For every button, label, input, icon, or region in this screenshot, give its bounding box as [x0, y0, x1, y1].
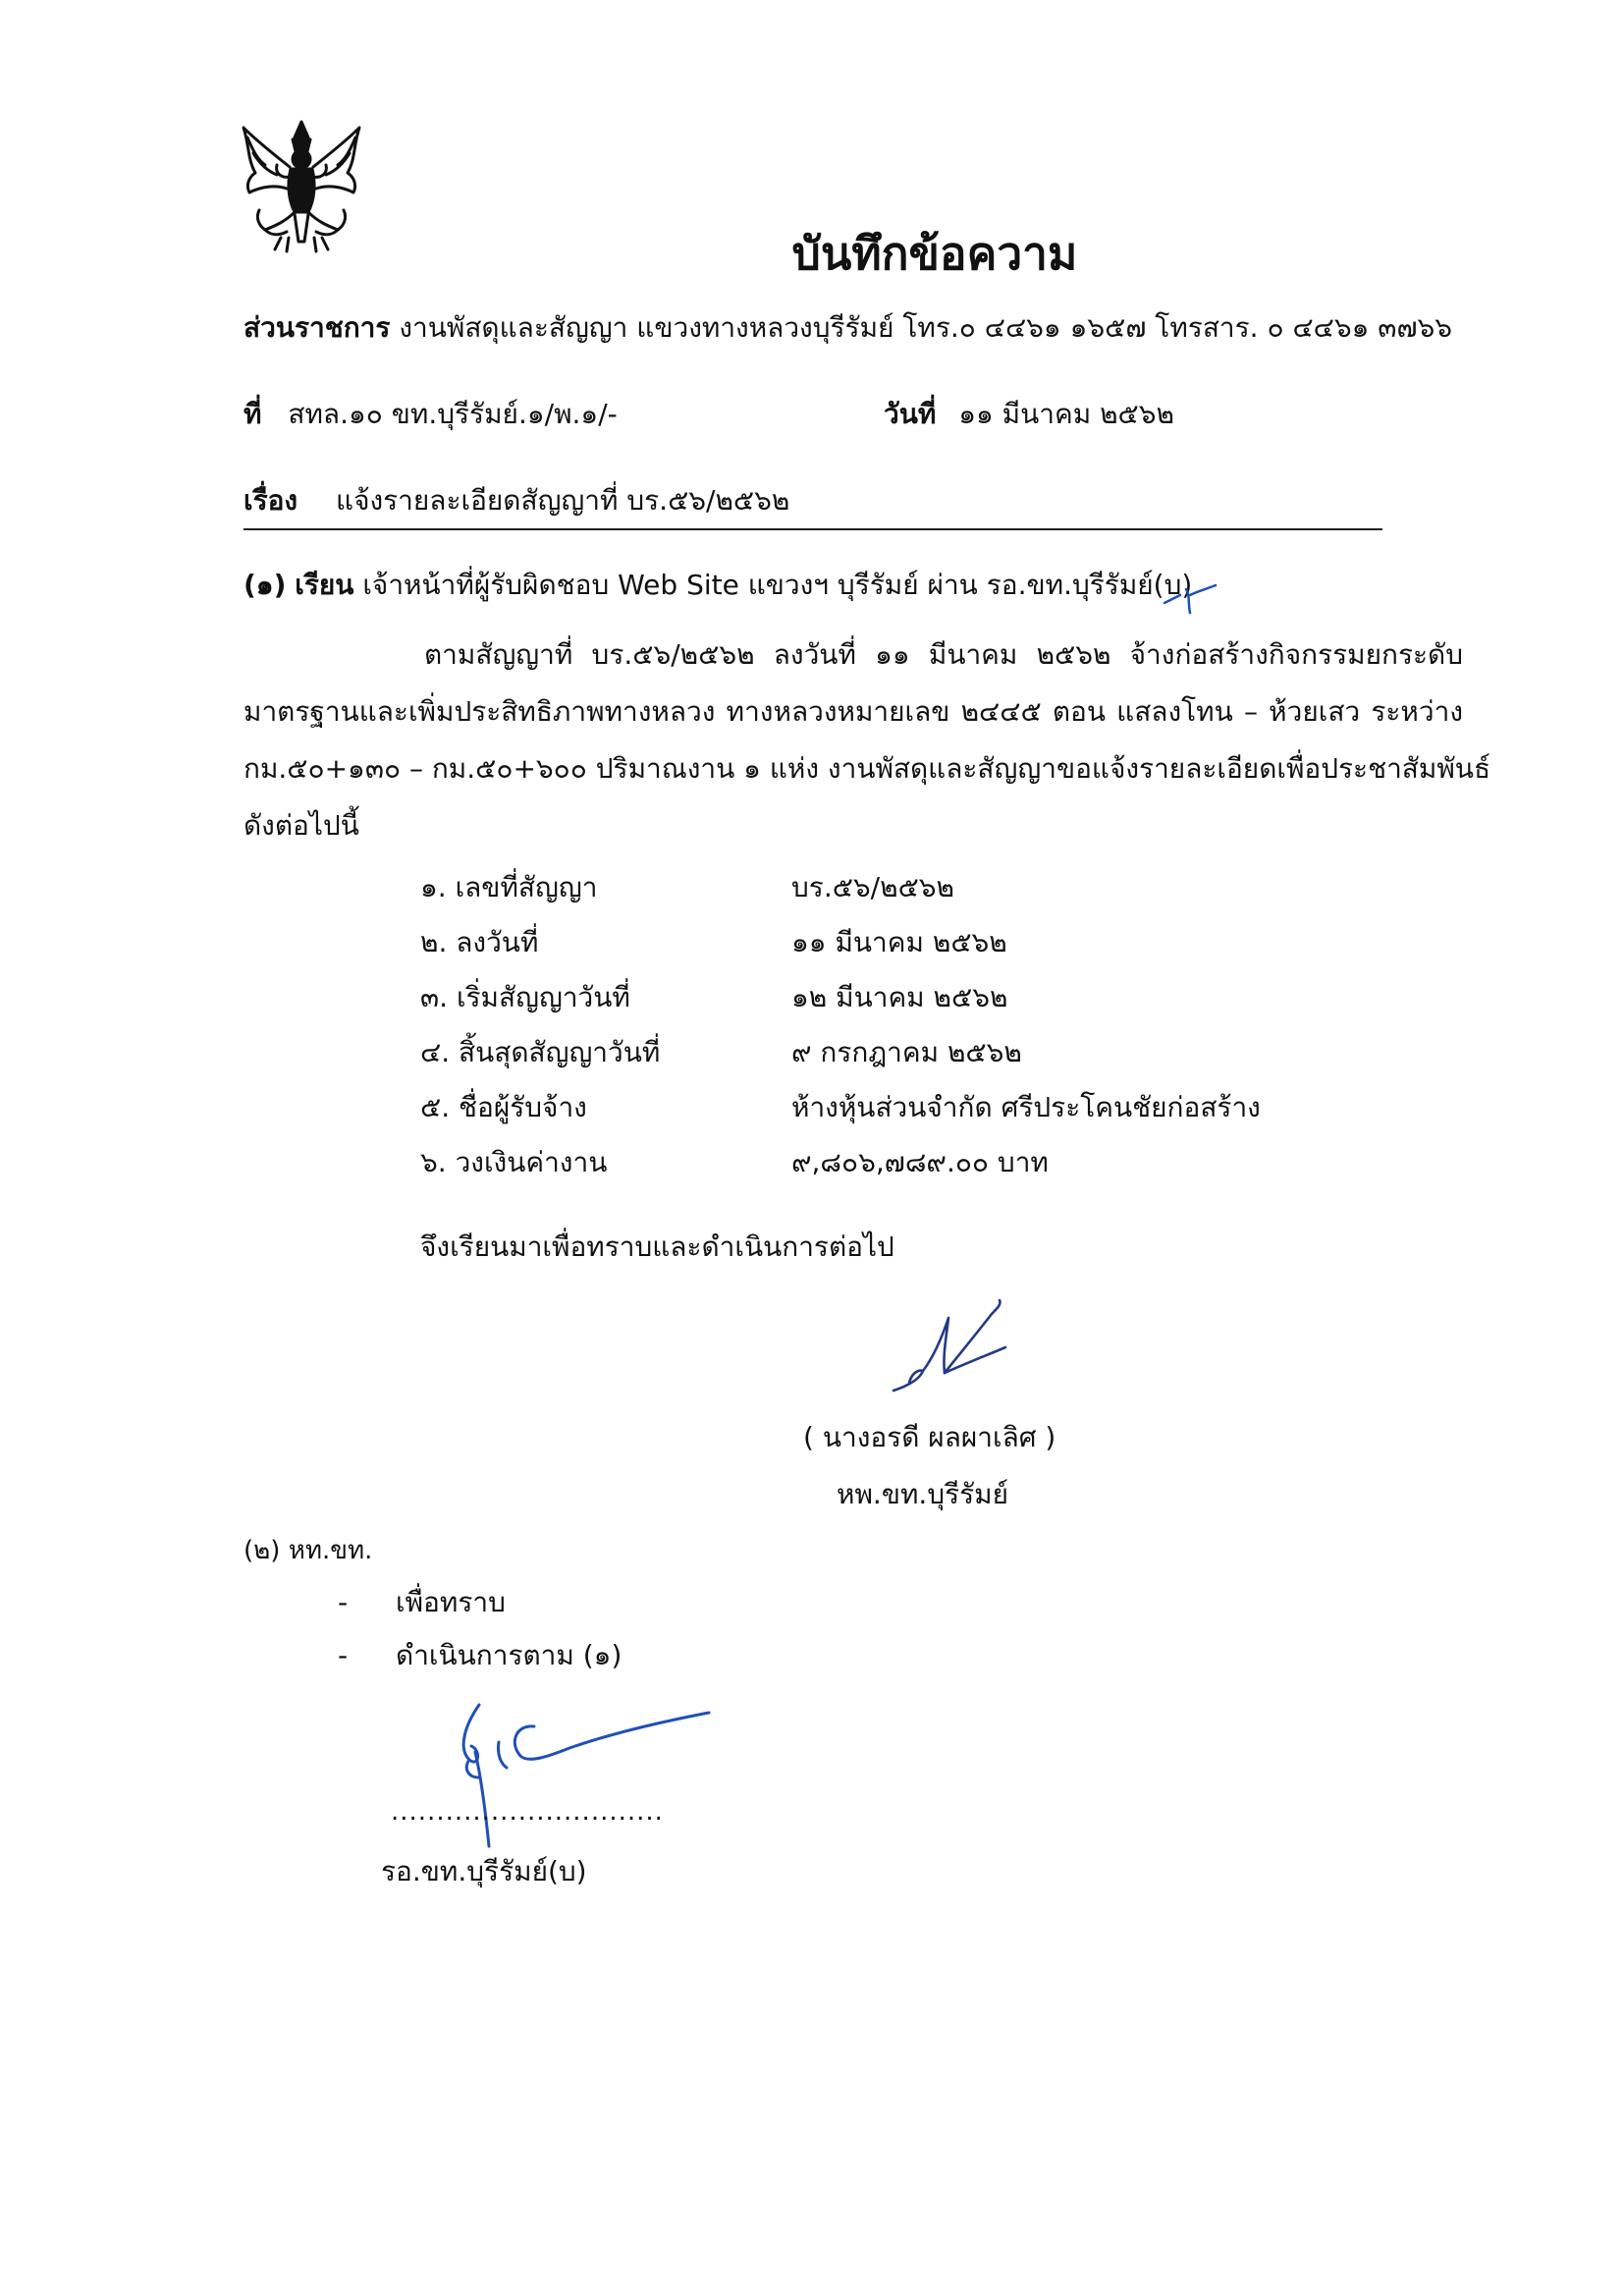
signature-dotted-line: ..............................	[391, 1797, 664, 1827]
forward-dash: -	[338, 1586, 349, 1618]
detail-label: ๓. เริ่มสัญญาวันที่	[420, 981, 630, 1013]
detail-row	[420, 1141, 1402, 1196]
detail-value: ๑๒ มีนาคม ๒๕๖๒	[791, 981, 1008, 1013]
ref-line	[244, 393, 618, 436]
memo-title: บันทึกข้อความ	[791, 227, 1078, 280]
detail-label: ๔. สิ้นสุดสัญญาวันที่	[420, 1036, 661, 1068]
detail-row	[420, 866, 1402, 921]
closing-sentence: จึงเรียนมาเพื่อทราบและดำเนินการต่อไป	[420, 1230, 894, 1263]
detail-label: ๖. วงเงินค่างาน	[420, 1146, 608, 1178]
agency-line	[244, 306, 1452, 350]
date-line	[884, 393, 1174, 436]
header-divider	[244, 528, 1382, 530]
addressee-value: เจ้าหน้าที่ผู้รับผิดชอบ Web Site แขวงฯ บุรีรัมย์ ผ่าน รอ.ขท.บุรีรัมย์(บ)	[362, 569, 1193, 601]
signer-position: หพ.ขท.บุรีรัมย์	[837, 1478, 1009, 1510]
detail-label: ๑. เลขที่สัญญา	[420, 871, 598, 903]
detail-row	[420, 976, 1402, 1031]
detail-value: ๙ กรกฎาคม ๒๕๖๒	[791, 1036, 1022, 1068]
date-label: วันที่	[884, 398, 937, 430]
detail-value: บร.๕๖/๒๕๖๒	[791, 871, 954, 903]
body-line: กม.๕๐+๑๓๐ – กม.๕๐+๖๐๐ ปริมาณงาน ๑ แห่ง งานพัสดุและสัญญาขอแจ้งรายละเอียดเพื่อประชาสัมพันธ์	[244, 752, 1491, 785]
forward-item	[338, 1634, 622, 1677]
forward-item	[338, 1581, 506, 1624]
detail-row	[420, 1031, 1402, 1086]
body-line: ตามสัญญาที่ บร.๕๖/๒๕๖๒ ลงวันที่ ๑๑ มีนาคม ๒๕๖๒ จ้างก่อสร้างกิจกรรมยกระดับ	[424, 638, 1463, 671]
forward-dash: -	[338, 1639, 349, 1671]
agency-value: งานพัสดุและสัญญา แขวงทางหลวงบุรีรัมย์ โทร.๐ ๔๔๖๑ ๑๖๕๗ โทรสาร. ๐ ๔๔๖๑ ๓๗๖๖	[399, 311, 1453, 344]
forward-text: เพื่อทราบ	[396, 1586, 506, 1618]
addressee-line	[244, 564, 1192, 607]
body-paragraph	[244, 627, 1491, 854]
detail-value: ๙,๘๐๖,๗๘๙.๐๐ บาท	[791, 1146, 1049, 1178]
subject-line	[244, 479, 789, 522]
date-value: ๑๑ มีนาคม ๒๕๖๒	[958, 398, 1174, 430]
agency-label: ส่วนราชการ	[244, 311, 391, 344]
signer-name: ( นางอรดี ผลผาเลิศ )	[803, 1421, 1056, 1453]
addressee-label: เรียน	[295, 569, 354, 601]
handwritten-signature	[452, 1699, 717, 1856]
forward-position: รอ.ขท.บุรีรัมย์(บ)	[381, 1855, 587, 1887]
detail-value: ๑๑ มีนาคม ๒๕๖๒	[791, 926, 1007, 958]
ref-value: สทล.๑๐ ขท.บุรีรัมย์.๑/พ.๑/-	[288, 398, 618, 430]
ref-label: ที่	[244, 398, 262, 430]
detail-row	[420, 1086, 1402, 1141]
body-line: ดังต่อไปนี้	[244, 809, 359, 842]
forward-label: (๒) หท.ขท.	[244, 1536, 373, 1565]
handwritten-signature	[884, 1296, 1021, 1404]
forward-text: ดำเนินการตาม (๑)	[396, 1639, 623, 1671]
detail-label: ๕. ชื่อผู้รับจ้าง	[420, 1091, 587, 1123]
body-line: มาตรฐานและเพิ่มประสิทธิภาพทางหลวง ทางหลวงหมายเลข ๒๔๔๕ ตอน แสลงโทน – ห้วยเสว ระหว่าง	[244, 695, 1463, 728]
detail-row	[420, 921, 1402, 976]
handwritten-check-mark	[1161, 581, 1219, 621]
subject-value: แจ้งรายละเอียดสัญญาที่ บร.๕๖/๒๕๖๒	[336, 484, 790, 517]
addressee-num: (๑)	[244, 569, 287, 601]
detail-value: ห้างหุ้นส่วนจำกัด ศรีประโคนชัยก่อสร้าง	[791, 1091, 1261, 1123]
detail-label: ๒. ลงวันที่	[420, 926, 539, 958]
subject-label: เรื่อง	[244, 484, 298, 517]
